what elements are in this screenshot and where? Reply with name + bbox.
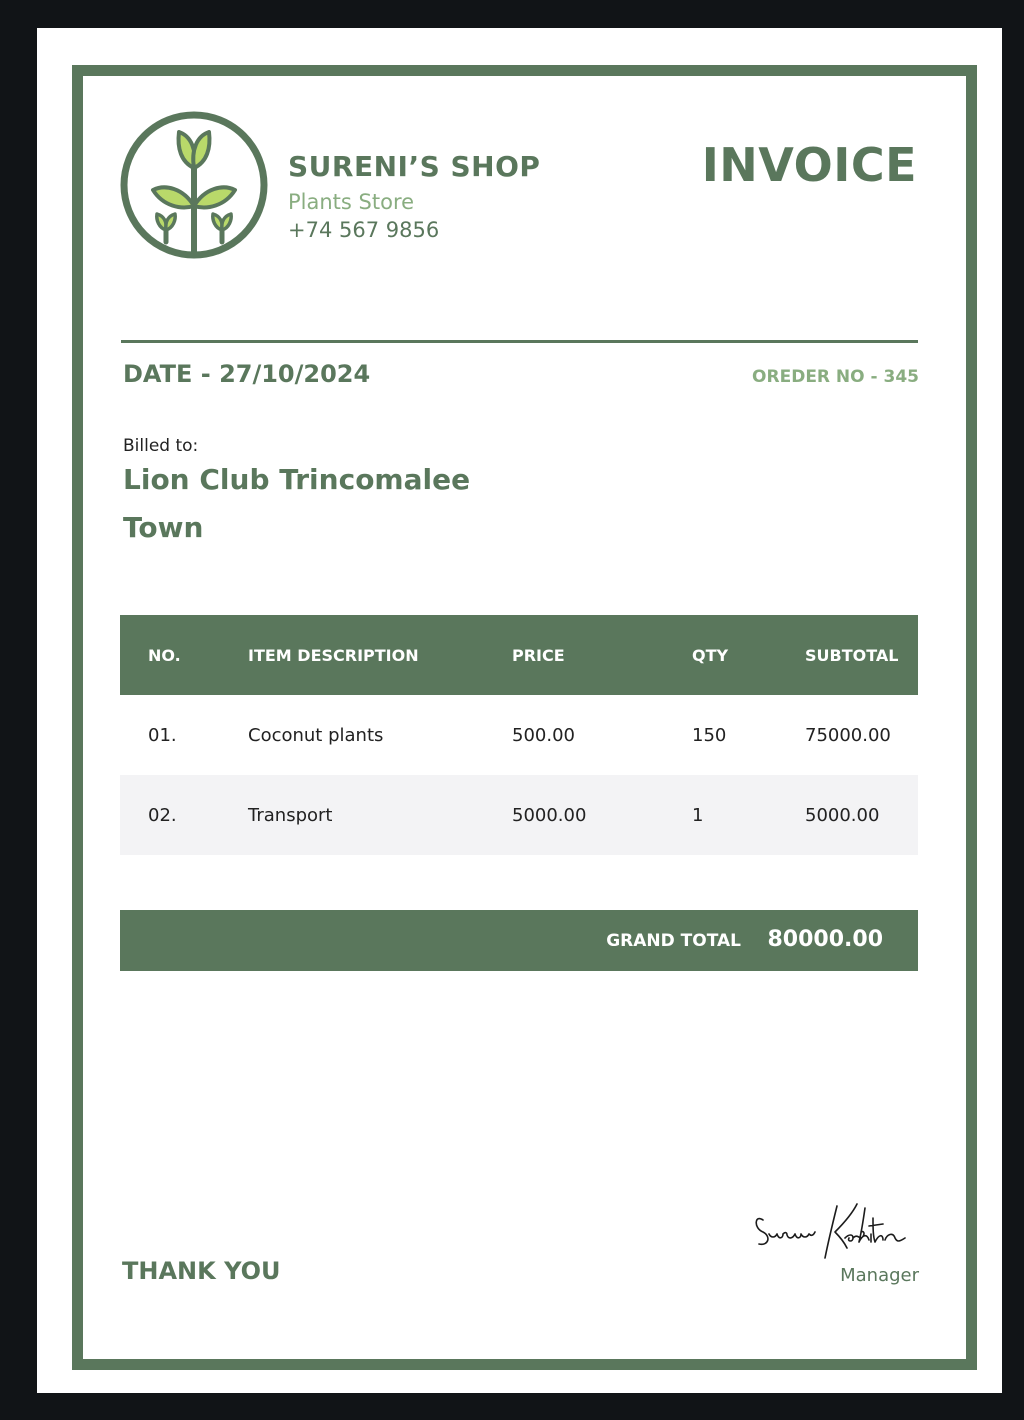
grand-total-bar: [120, 910, 918, 971]
header-qty: QTY: [692, 615, 805, 695]
billed-to-label: Billed to:: [123, 436, 199, 456]
row-subtotal: 5000.00: [805, 775, 918, 855]
header-no: NO.: [120, 615, 248, 695]
row-number: 02.: [120, 775, 248, 855]
header-divider: [121, 340, 918, 343]
shop-name: SURENI’S SHOP: [288, 150, 541, 183]
table-row: [120, 695, 918, 775]
shop-subtitle: Plants Store: [288, 190, 415, 214]
order-number: OREDER NO - 345: [752, 367, 919, 387]
header-subtotal: SUBTOTAL: [805, 615, 918, 695]
shop-phone: +74 567 9856: [288, 218, 440, 242]
header-item-description: ITEM DESCRIPTION: [248, 615, 512, 695]
header-price: PRICE: [512, 615, 692, 695]
row-qty: 1: [692, 775, 805, 855]
row-description: Coconut plants: [248, 724, 384, 746]
row-description: Transport: [248, 775, 512, 855]
signature: [749, 1198, 924, 1266]
items-table: [120, 615, 918, 855]
grand-total-value: 80000.00: [767, 927, 883, 952]
grand-total-label: GRAND TOTAL: [606, 931, 741, 951]
row-price: 500.00: [512, 724, 575, 746]
row-qty: 150: [692, 724, 727, 746]
row-subtotal: 75000.00: [805, 724, 891, 746]
invoice-date: DATE - 27/10/2024: [123, 360, 371, 388]
thank-you-text: THANK YOU: [122, 1257, 281, 1285]
table-row: [120, 775, 918, 855]
billed-to-name: Lion Club Trincomalee Town: [123, 463, 471, 544]
table-header-row: [120, 615, 918, 695]
row-price: 5000.00: [512, 775, 692, 855]
invoice-page: [37, 28, 1002, 1393]
invoice-title: INVOICE: [701, 138, 917, 192]
signatory-role: Manager: [840, 1265, 919, 1286]
plant-logo-icon: [119, 110, 269, 260]
row-number: 01.: [148, 724, 177, 746]
